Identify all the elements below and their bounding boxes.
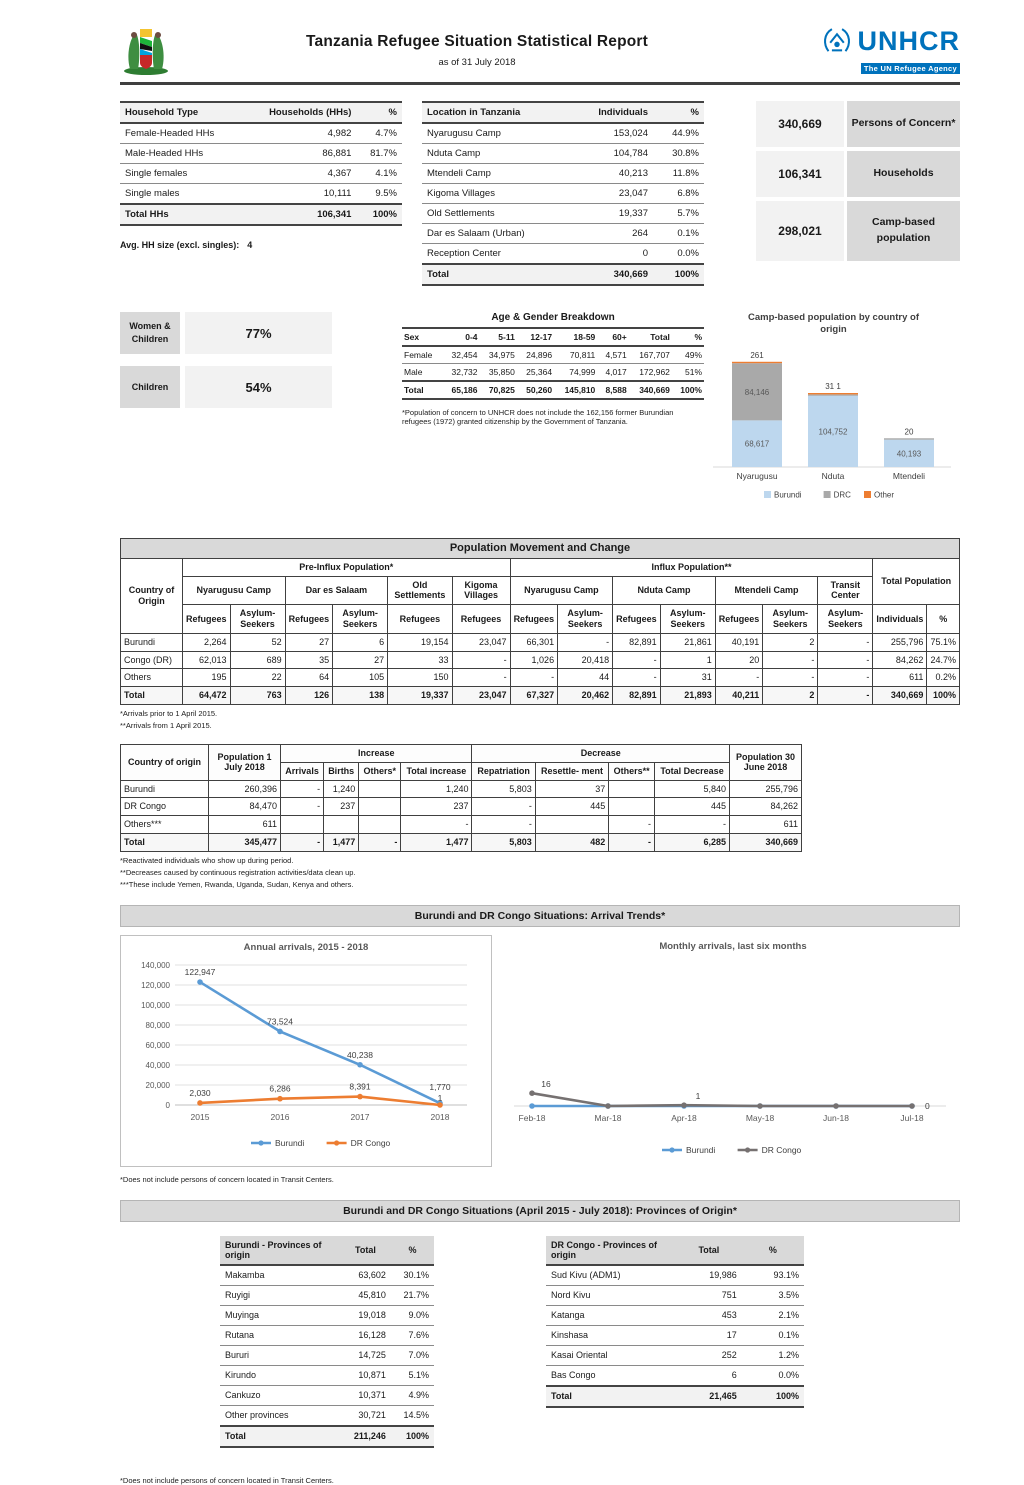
x-axis-label: Mar-18 <box>594 1112 622 1123</box>
table-row: Male 32,732 35,850 25,364 74,999 4,017 172,962 51% <box>402 364 704 382</box>
data-label: 1 <box>437 1092 443 1103</box>
y-axis-tick: 40,000 <box>145 1060 170 1070</box>
data-label: 6,286 <box>269 1083 291 1094</box>
table-header-row: Location in Tanzania Individuals % <box>422 102 704 123</box>
data-label: 2,030 <box>189 1087 211 1098</box>
household-type-table <box>120 101 402 226</box>
table-row: Bas Congo 6 0.0% <box>546 1365 804 1386</box>
household-type-block <box>120 101 402 286</box>
y-axis-tick: 0 <box>165 1100 170 1110</box>
bar-segment <box>808 393 858 394</box>
population-movement-block <box>120 538 960 730</box>
x-axis-label: 2017 <box>350 1111 370 1122</box>
series-line <box>200 1096 440 1104</box>
movement-footnotes: *Arrivals prior to 1 April 2015. **Arrivals from 1 April 2015. <box>120 709 218 731</box>
table-header-row: Household Type Households (HHs) % <box>120 102 402 123</box>
table-row: Burundi 260,396 - 1,240 1,240 5,803 37 5,840 255,796 <box>121 780 802 798</box>
table-total-row: Total 21,465 100% <box>546 1386 804 1407</box>
data-label: 1 <box>695 1091 701 1102</box>
table-row: Bururi 14,725 7.0% <box>220 1345 434 1365</box>
age-gender-title: Age & Gender Breakdown <box>491 312 615 323</box>
data-point <box>437 1102 443 1108</box>
table-row: Dar es Salaam (Urban) 264 0.1% <box>422 224 704 244</box>
provinces-tables <box>120 1236 960 1448</box>
bar-segment-label: 40,193 <box>896 449 922 459</box>
data-label: 0 <box>925 1100 930 1111</box>
women-children-stat: Women & Children 77% <box>120 312 332 354</box>
table-header-row: DR Congo - Provinces of origin Total % <box>546 1236 804 1265</box>
table-total-row: Total 340,669 100% <box>422 264 704 285</box>
data-point <box>357 1062 363 1068</box>
stat-persons-of-concern <box>756 101 960 147</box>
legend-label: Burundi <box>686 1144 716 1155</box>
data-point <box>833 1103 839 1109</box>
population-movement-table <box>120 538 960 705</box>
data-label: 1,770 <box>429 1082 451 1093</box>
legend-label: DR Congo <box>761 1144 802 1155</box>
y-axis-tick: 60,000 <box>145 1040 170 1050</box>
arrival-trends-charts <box>120 935 960 1167</box>
table-row: Others 195 22 64 105 150 - - 44 - 31 - - - 611 0.2% <box>121 669 960 687</box>
data-point <box>529 1090 535 1096</box>
bar-top-label: 261 <box>750 350 764 360</box>
table-row: DR Congo 84,470 - 237 237 - 445 445 84,262 <box>121 798 802 816</box>
table-row: Mtendeli Camp 40,213 11.8% <box>422 164 704 184</box>
table-total-row: Total 65,186 70,825 50,260 145,810 8,588 340,669 100% <box>402 381 704 399</box>
drcongo-provinces-table <box>546 1236 804 1408</box>
table-total-row: Total 64,472 763 126 138 19,337 23,047 67,327 20,462 82,891 21,893 40,211 2 - 340,669 100% <box>121 687 960 705</box>
stat-value: 298,021 <box>756 201 844 261</box>
data-label: 16 <box>541 1079 551 1090</box>
legend-label: Burundi <box>774 490 802 500</box>
legend-label: Burundi <box>275 1137 305 1148</box>
stat-label: Camp-based population <box>847 201 960 261</box>
table-total-row: Total 345,477 - 1,477 - 1,477 5,803 482 - 6,285 340,669 <box>121 834 802 852</box>
monthly-arrivals-line-chart <box>506 954 958 1162</box>
data-label: 8,391 <box>349 1081 371 1092</box>
monthly-arrivals-chart-block <box>506 935 960 1167</box>
stat-label: Households <box>847 151 960 197</box>
transit-footnote: *Does not include persons of concern located in Transit Centers. <box>120 1174 334 1184</box>
data-point <box>681 1102 687 1108</box>
age-gender-table <box>402 327 704 400</box>
change-footnotes: *Reactivated individuals who show up during period. **Decreases caused by continuous registration activities/data clean up. ***These include Yemen, Rwanda, Uganda, Sudan, Kenya and others. <box>120 855 356 889</box>
x-axis-label: 2018 <box>430 1111 450 1122</box>
age-gender-block <box>402 312 704 520</box>
table-row: Kirundo 10,871 5.1% <box>220 1365 434 1385</box>
table-row: Male-Headed HHs 86,881 81.7% <box>120 144 402 164</box>
population-change-block <box>120 744 802 889</box>
location-table <box>422 101 704 286</box>
unhcr-wordmark: UNHCR <box>857 25 960 56</box>
avg-hh-size-note: Avg. HH size (excl. singles): 4 <box>120 240 253 250</box>
table-row: Others*** 611 - - - - 611 <box>121 816 802 834</box>
y-axis-tick: 20,000 <box>145 1080 170 1090</box>
table-row: Muyinga 19,018 9.0% <box>220 1305 434 1325</box>
table-total-row: Total HHs 106,341 100% <box>120 204 402 225</box>
y-axis-tick: 120,000 <box>141 980 170 990</box>
data-point <box>529 1103 535 1109</box>
y-axis-tick: 140,000 <box>141 960 170 970</box>
unhcr-logo <box>782 24 960 76</box>
annual-arrivals-line-chart <box>123 955 483 1155</box>
key-figures-block <box>756 101 960 286</box>
stat-camp-population <box>756 201 960 261</box>
x-axis-label: Jun-18 <box>823 1112 849 1123</box>
table-row: Reception Center 0 0.0% <box>422 244 704 265</box>
legend-label: Other <box>874 490 895 500</box>
x-axis-label: 2015 <box>190 1111 210 1122</box>
movement-table-title: Population Movement and Change <box>121 538 960 558</box>
data-point <box>605 1103 611 1109</box>
table-row: Other provinces 30,721 14.5% <box>220 1405 434 1426</box>
unhcr-tagline: The UN Refugee Agency <box>861 63 960 74</box>
data-point <box>757 1103 763 1109</box>
stat-households <box>756 151 960 197</box>
page-title: Tanzania Refugee Situation Statistical Report <box>305 32 648 50</box>
table-row: Kigoma Villages 23,047 6.8% <box>422 184 704 204</box>
x-axis-label: Jul-18 <box>900 1112 924 1123</box>
table-header-row: Country of origin Population 1 July 2018 Increase Decrease Population 30 June 2018 <box>121 745 802 763</box>
unhcr-emblem-icon <box>820 24 854 58</box>
table-row: Congo (DR) 62,013 689 35 27 33 - 1,026 20,418 - 1 20 - - 84,262 24.7% <box>121 651 960 669</box>
bar-segment <box>732 361 782 362</box>
title-block <box>172 33 782 68</box>
transit-footnote-bottom: *Does not include persons of concern located in Transit Centers. <box>120 1475 334 1485</box>
bar-segment <box>884 438 934 439</box>
x-axis-label: Nduta <box>821 470 845 481</box>
data-point <box>357 1094 363 1100</box>
table-row: Nyarugusu Camp 153,024 44.9% <box>422 123 704 144</box>
table-row: Burundi 2,264 52 27 6 19,154 23,047 66,301 - 82,891 21,861 40,191 2 - 255,796 75.1% <box>121 633 960 651</box>
annual-arrivals-chart-block <box>120 935 492 1167</box>
stat-value: 340,669 <box>756 101 844 147</box>
table-header-row: Arrivals Births Others* Total increase Repatriation Resettle- ment Others** Total Decrease <box>121 762 802 780</box>
data-point <box>197 1100 203 1106</box>
table-row: Single females 4,367 4.1% <box>120 164 402 184</box>
table-header-row: Nyarugusu Camp Dar es Salaam Old Settlements Kigoma Villages Nyarugusu Camp Nduta Camp Mtendeli Camp Transit Center <box>121 576 960 605</box>
table-row: Female-Headed HHs 4,982 4.7% <box>120 123 402 144</box>
series-line <box>532 1093 912 1106</box>
report-header <box>120 24 960 85</box>
data-point <box>277 1029 283 1035</box>
stat-label: Persons of Concern* <box>847 101 960 147</box>
x-axis-label: May-18 <box>745 1112 775 1123</box>
data-label: 73,524 <box>267 1016 293 1027</box>
data-point <box>277 1096 283 1102</box>
drcongo-provinces-block <box>546 1236 804 1448</box>
table-row: Katanga 453 2.1% <box>546 1305 804 1325</box>
table-header-row: Burundi - Provinces of origin Total % <box>220 1236 434 1265</box>
stat-value: 106,341 <box>756 151 844 197</box>
bar-top-label: 20 <box>904 426 914 436</box>
population-change-table <box>120 744 802 852</box>
legend-label: DRC <box>833 490 851 500</box>
camp-population-stacked-bar-chart <box>707 339 957 515</box>
table-row: Kasai Oriental 252 1.2% <box>546 1345 804 1365</box>
data-label: 122,947 <box>184 966 216 977</box>
x-axis-label: Nyarugusu <box>736 470 778 481</box>
arrival-trends-section-title: Burundi and DR Congo Situations: Arrival Trends* <box>120 905 960 927</box>
table-row: Cankuzo 10,371 4.9% <box>220 1385 434 1405</box>
table-row: Single males 10,111 9.5% <box>120 184 402 205</box>
annual-chart-title: Annual arrivals, 2015 - 2018 <box>243 941 369 953</box>
x-axis-label: Mtendeli <box>892 470 926 481</box>
data-point <box>909 1103 915 1109</box>
table-row: Rutana 16,128 7.6% <box>220 1325 434 1345</box>
table-row: Female 32,454 34,975 24,896 70,811 4,571 167,707 49% <box>402 346 704 364</box>
legend-label: DR Congo <box>350 1137 391 1148</box>
location-block <box>422 101 704 286</box>
burundi-provinces-block <box>220 1236 434 1448</box>
camp-chart-title: Camp-based population by country of origin <box>747 312 919 336</box>
x-axis-label: Apr-18 <box>671 1112 697 1123</box>
table-header-row: Country of Origin Pre-Influx Population* Influx Population** Total Population <box>121 558 960 576</box>
table-row: Makamba 63,602 30.1% <box>220 1265 434 1286</box>
table-total-row: Total 211,246 100% <box>220 1426 434 1447</box>
table-header-row: Refugees Asylum-Seekers Refugees Asylum-Seekers Refugees Refugees Refugees Asylum-Seekers Refugees Asylum-Seekers Refugees Asylum-Seekers Asylum-Seekers Individuals % <box>121 605 960 634</box>
report-date: as of 31 July 2018 <box>438 56 516 68</box>
monthly-chart-title: Monthly arrivals, last six months <box>659 940 807 952</box>
y-axis-tick: 80,000 <box>145 1020 170 1030</box>
data-point <box>197 979 203 985</box>
summary-row <box>120 101 960 286</box>
bar-segment <box>808 394 858 395</box>
population-footnote: *Population of concern to UNHCR does not include the 162,156 former Burundian refugees (1972) granted citizenship by the Government of Tanzania. <box>402 408 674 426</box>
table-row: Kinshasa 17 0.1% <box>546 1325 804 1345</box>
bar-segment-label: 84,146 <box>744 387 770 397</box>
data-label: 40,238 <box>347 1049 373 1060</box>
camp-population-chart-block <box>707 312 960 520</box>
y-axis-tick: 100,000 <box>141 1000 170 1010</box>
table-row: Sud Kivu (ADM1) 19,986 93.1% <box>546 1265 804 1286</box>
demographics-block <box>120 312 332 520</box>
children-stat: Children 54% <box>120 366 332 408</box>
x-axis-label: Feb-18 <box>518 1112 546 1123</box>
table-row: Ruyigi 45,810 21.7% <box>220 1285 434 1305</box>
tanzania-coat-of-arms-icon <box>120 25 172 75</box>
table-row: Old Settlements 19,337 5.7% <box>422 204 704 224</box>
table-row: Nord Kivu 751 3.5% <box>546 1285 804 1305</box>
bar-segment-label: 104,752 <box>818 427 848 437</box>
bar-top-label: 31 1 <box>825 381 841 391</box>
demographics-row <box>120 312 960 520</box>
provinces-section-title: Burundi and DR Congo Situations (April 2015 - July 2018): Provinces of Origin* <box>120 1200 960 1222</box>
table-row: Nduta Camp 104,784 30.8% <box>422 144 704 164</box>
table-header-row: Sex 0-4 5-11 12-17 18-59 60+ Total % <box>402 328 704 346</box>
x-axis-label: 2016 <box>270 1111 290 1122</box>
burundi-provinces-table <box>220 1236 434 1448</box>
bar-segment-label: 68,617 <box>744 439 770 449</box>
